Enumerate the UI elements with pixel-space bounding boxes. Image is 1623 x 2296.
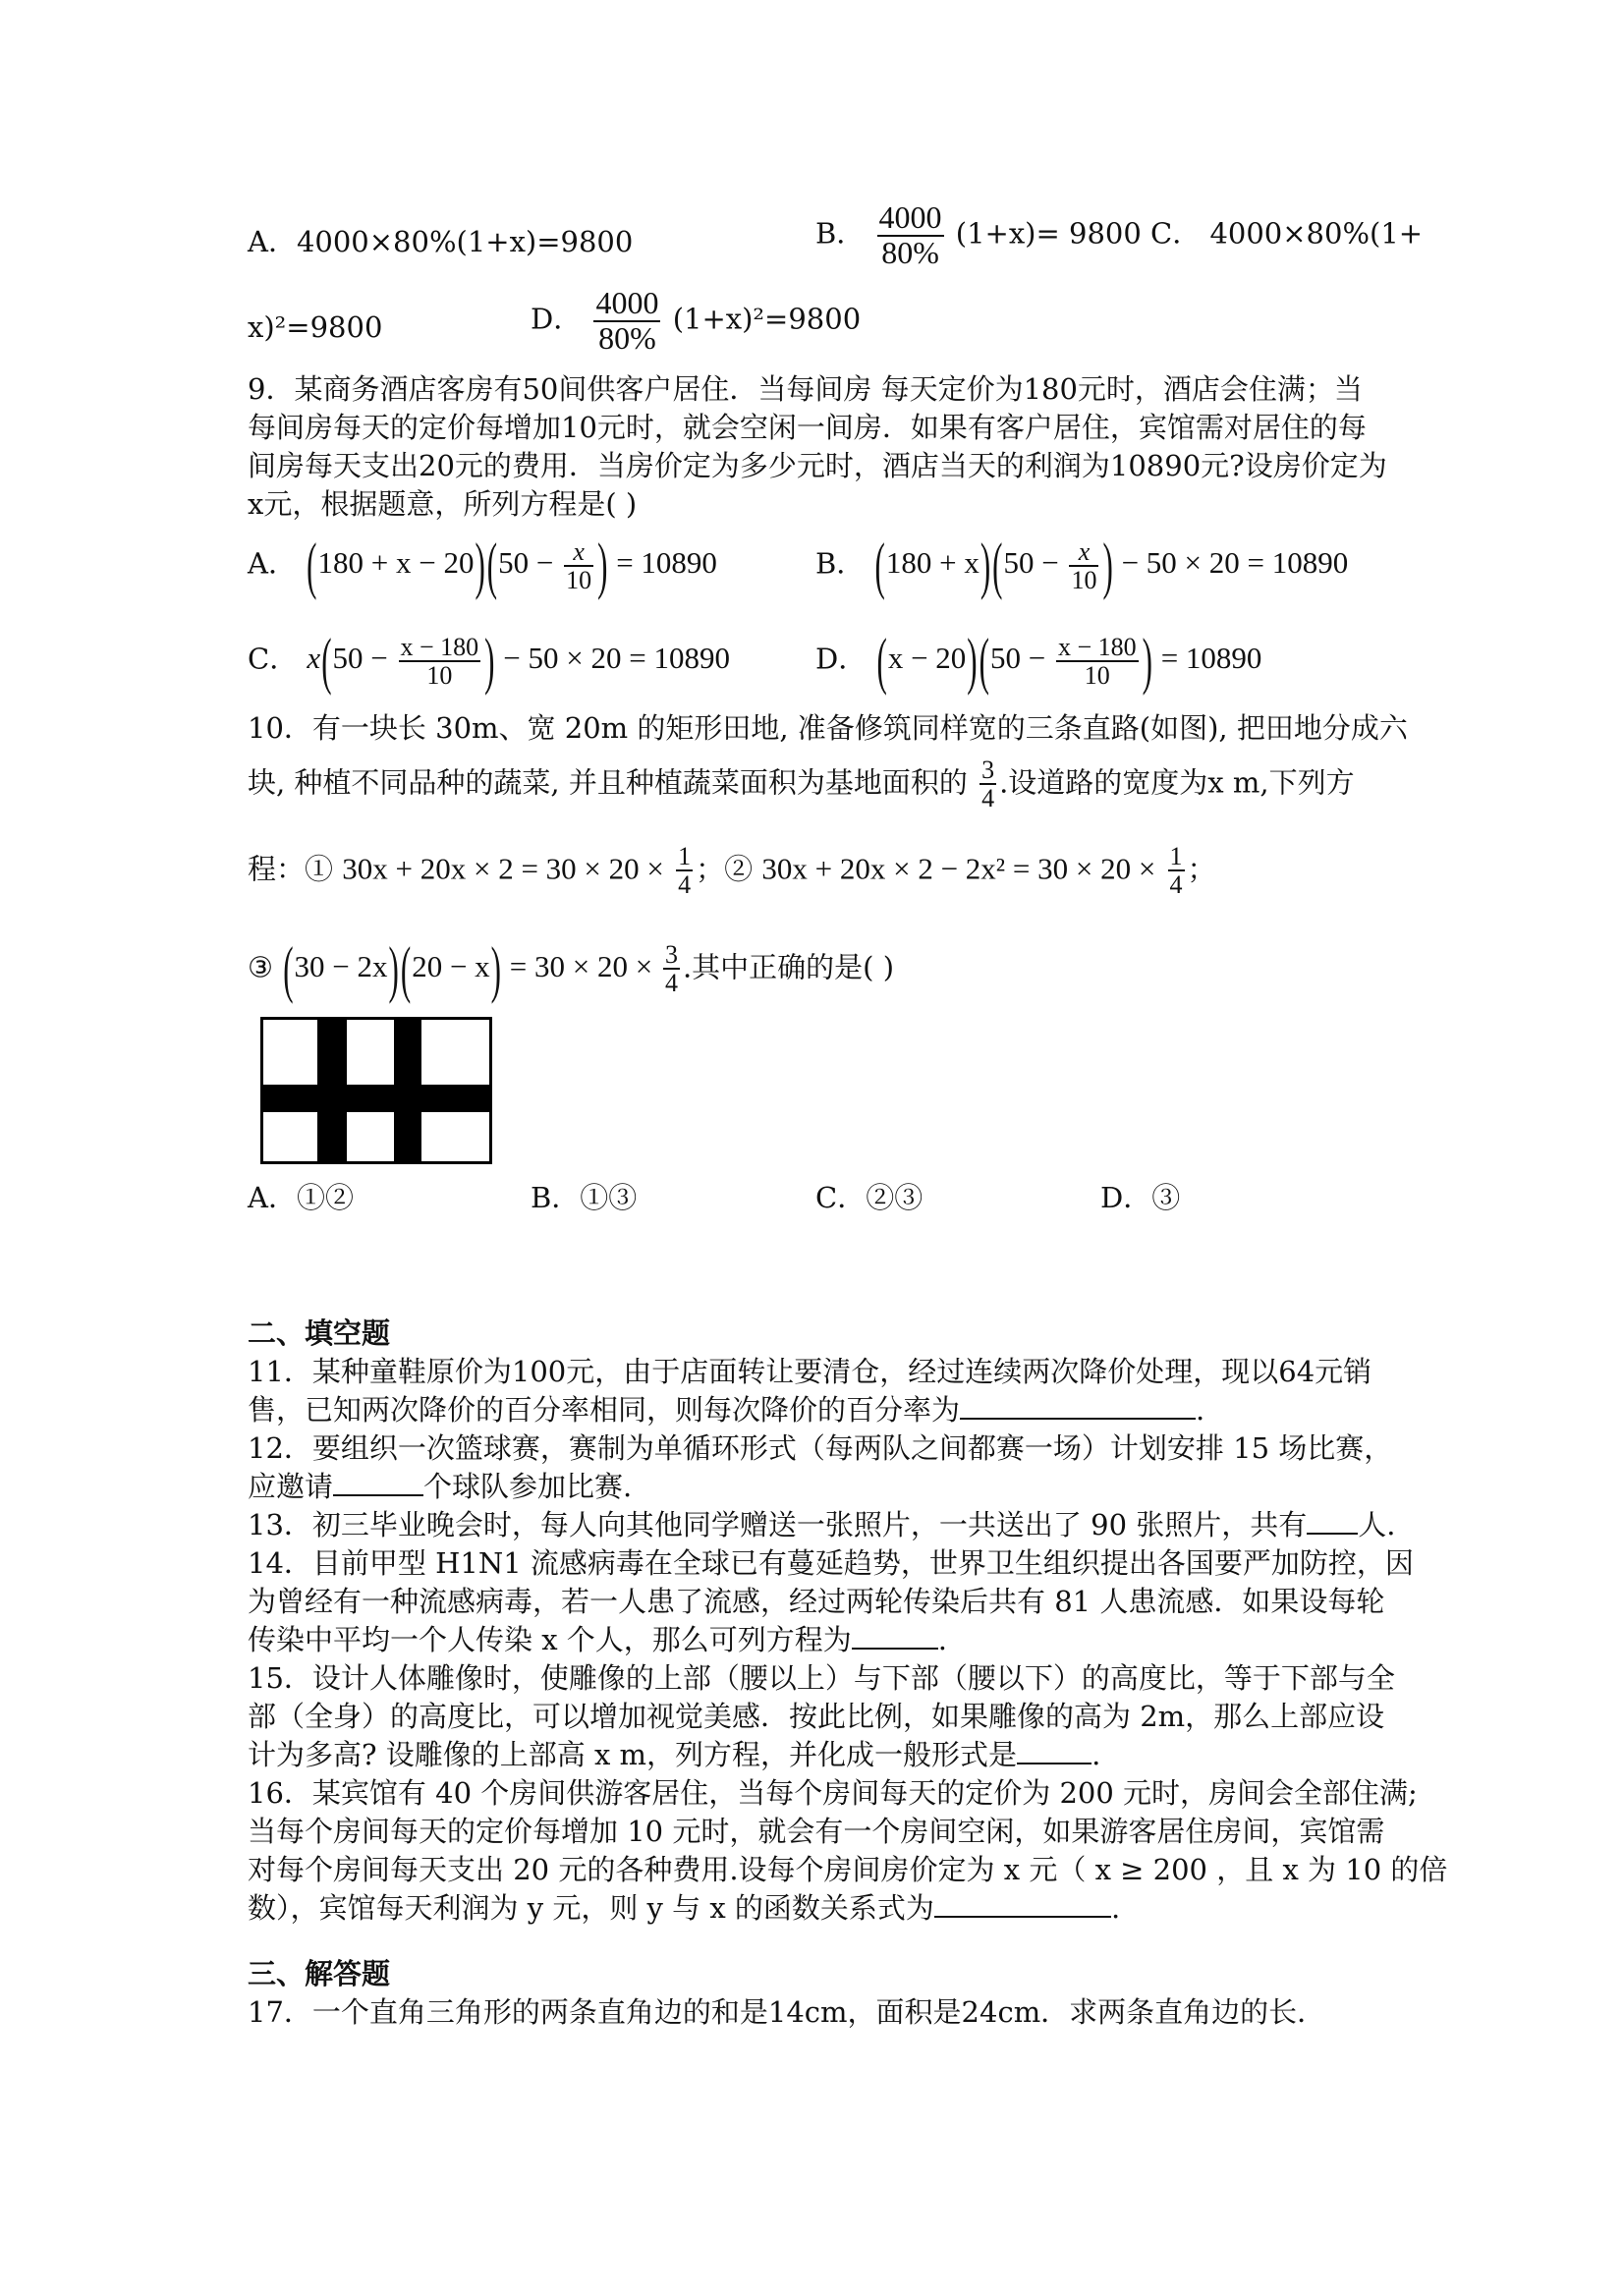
q9-option-c-mid: 50 − — [332, 641, 388, 676]
q8-option-d-denominator: 80% — [598, 319, 656, 356]
q14-line-1: 14．目前甲型 H1N1 流感病毒在全球已有蔓延趋势，世界卫生组织提出各国要严加防控，因 — [248, 1546, 1414, 1580]
q9-line-1: 9．某商务酒店客房有50间供客户居住．当每间房 每天定价为180元时，酒店会住满；当 — [248, 372, 1363, 406]
q15-line-1: 15．设计人体雕像时，使雕像的上部（腰以上）与下部（腰以下）的高度比，等于下部与全 — [248, 1661, 1395, 1695]
q14-line-3 — [248, 1621, 1387, 1658]
q9-option-b-numerator: x — [1069, 538, 1098, 567]
q8-option-b-fraction — [877, 201, 944, 269]
q8-option-a — [248, 223, 633, 260]
q14-line-3-end: . — [937, 1623, 948, 1656]
q9-option-b-right: − 50 × 20 = 10890 — [1121, 545, 1349, 581]
q9-option-c-denominator: 10 — [426, 661, 453, 691]
q11-line-2-end: . — [1196, 1393, 1205, 1427]
q10-equation-3-a: 30 − 2x — [294, 949, 388, 984]
q10-option-b: B．①③ — [531, 1181, 638, 1214]
q9-option-c-numerator: x − 180 — [400, 633, 479, 661]
q10-equation-2: 30x + 20x × 2 − 2x² = 30 × 20 × — [761, 851, 1156, 886]
q9-option-d-right: = 10890 — [1160, 641, 1262, 676]
section-2-title: 二、填空题 — [248, 1316, 391, 1350]
q14-line-2: 为曾经有一种流感病毒，若一人患了流感，经过两轮传染后共有 81 人患流感．如果设每轮 — [248, 1585, 1385, 1618]
q10-equation-1-denominator: 4 — [678, 870, 692, 900]
q10-line-3-prefix: 程：① — [248, 852, 334, 886]
q13-text: 13．初三毕业晚会时，每人向其他同学赠送一张照片，一共送出了 90 张照片，共有 — [248, 1508, 1308, 1541]
q9-line-2: 每间房每天的定价每增加10元时，就会空闲一间房．如果有客户居住，宾馆需对居住的每 — [248, 411, 1367, 444]
q10-line-4 — [248, 932, 1387, 1005]
q11-line-2 — [248, 1391, 1387, 1428]
q15-line-3-text: 计为多高? 设雕像的上部高 x m，列方程，并化成一般形式是 — [248, 1738, 1018, 1771]
q8-option-d-fraction — [593, 287, 660, 355]
q11-answer-blank[interactable] — [960, 1392, 1196, 1420]
q10-line-2 — [248, 756, 1387, 812]
q9-option-a-left: 180 + x − 20 — [317, 545, 475, 581]
q11-line-1: 11．某种童鞋原价为100元，由于店面转让要清仓，经过连续两次降价处理，现以64元销 — [248, 1355, 1372, 1388]
q9-option-a-mid: 50 − — [498, 545, 554, 581]
q9-line-4: x元，根据题意，所列方程是( ) — [248, 487, 638, 521]
q8-option-c-cont: x)²=9800 — [248, 310, 383, 344]
q10-line-2-fraction — [979, 756, 996, 812]
q10-separator: ；② — [696, 852, 754, 886]
q16-line-4-text: 数），宾馆每天利润为 y 元，则 y 与 x 的函数关系式为 — [248, 1891, 934, 1925]
q10-equation-2-numerator: 1 — [1169, 842, 1183, 870]
q9-option-a-denominator: 10 — [566, 566, 592, 595]
q15-line-3-end: . — [1091, 1738, 1101, 1771]
q10-equation-1: 30x + 20x × 2 = 30 × 20 × — [342, 851, 664, 886]
q13-suffix: 人. — [1358, 1508, 1396, 1541]
q12-answer-blank[interactable] — [333, 1469, 423, 1496]
q14-line-3-text: 传染中平均一个人传染 x 个人，那么可列方程为 — [248, 1623, 852, 1656]
q10-line-3-end: ； — [1187, 852, 1216, 886]
q10-equation-2-denominator: 4 — [1169, 870, 1183, 900]
q10-option-a: A．①② — [248, 1181, 354, 1214]
q8-option-c-text: 4000×80%(1+ — [1209, 216, 1424, 251]
q8-option-d-rest: (1+x)²=9800 — [672, 302, 862, 336]
q9-option-d-denominator: 10 — [1084, 661, 1110, 691]
q12-line-2-suffix: 个球队参加比赛. — [423, 1470, 633, 1503]
q8-option-a-text: A．4000×80%(1+x)=9800 — [248, 225, 634, 258]
q9-option-c-label: C． — [248, 642, 299, 676]
q16-line-4-end: . — [1110, 1891, 1121, 1925]
q8-option-d — [531, 287, 861, 355]
q10-equation-3-numerator: 3 — [664, 940, 678, 969]
q9-option-d-fraction — [1056, 634, 1139, 690]
q9-option-c-right: − 50 × 20 = 10890 — [503, 641, 730, 676]
q9-option-c-fraction — [399, 634, 481, 690]
q15-line-3 — [248, 1736, 1387, 1773]
q9-option-d — [815, 624, 1262, 697]
q9-option-c-equation: x(50 − $\frac{x - 180}{10}$ ) − 50 × 20 = 10890 — [307, 624, 730, 697]
q17-line: 17．一个直角三角形的两条直角边的和是14cm，面积是24cm．求两条直角边的长． — [248, 1995, 1326, 2029]
q9-option-a-numerator: x — [564, 538, 593, 567]
q15-line-2: 部（全身）的高度比，可以增加视觉美感．按此比例，如果雕像的高为 2m，那么上部应设 — [248, 1700, 1385, 1733]
q10-line-2-prefix: 块, 种植不同品种的蔬菜, 并且种植蔬菜面积为基地面积的 — [248, 765, 968, 800]
q10-line-2-numerator: 3 — [981, 756, 995, 784]
q9-option-d-label: D． — [815, 642, 867, 676]
q10-equation-3: (30 − 2x)(20 − x) = 30 × 20 × — [283, 932, 653, 1005]
q10-equation-3-mid: = 30 × 20 × — [509, 949, 653, 984]
q9-option-d-left: x − 20 — [887, 641, 967, 676]
q9-option-b-equation: (180 + x)(50 − $\frac{x}{10}$ ) − 50 × 20 = 10890 — [874, 529, 1349, 601]
q8-option-d-label: D． — [531, 302, 583, 336]
field-diagram — [260, 1017, 492, 1164]
q8-option-d-numerator: 4000 — [595, 285, 659, 320]
q9-option-d-equation: (x − 20)(50 − $\frac{x - 180}{10}$ ) = 10890 — [876, 624, 1262, 697]
section-3-title: 三、解答题 — [248, 1957, 391, 1990]
q16-line-2: 当每个房间每天的定价每增加 10 元时，就会有一个房间空闲，如果游客居住房间，宾馆需 — [248, 1815, 1385, 1848]
q9-option-a-right: = 10890 — [616, 545, 717, 581]
q8-option-b-label: B． — [815, 216, 866, 251]
q15-answer-blank[interactable] — [1017, 1737, 1091, 1764]
q10-line-1: 10．有一块长 30m、宽 20m 的矩形田地, 准备修筑同样宽的三条直路(如图), 把田地分成六 — [248, 711, 1408, 745]
q8-option-b-numerator: 4000 — [878, 199, 942, 235]
q10-option-c: C．②③ — [815, 1181, 923, 1214]
q9-option-b — [815, 529, 1349, 601]
q11-line-2-text: 售，已知两次降价的百分率相同，则每次降价的百分率为 — [248, 1393, 961, 1427]
q9-option-d-numerator: x − 180 — [1057, 633, 1137, 661]
q8-option-c-continued — [248, 308, 382, 346]
q10-line-2-suffix: .设道路的宽度为x m,下列方 — [999, 765, 1355, 800]
q9-option-b-left: 180 + x — [885, 545, 979, 581]
q9-option-c — [248, 624, 730, 697]
q9-option-a-equation: (180 + x − 20)(50 − $\frac{x}{10}$ ) = 10890 — [307, 529, 717, 601]
q9-option-a — [248, 529, 717, 601]
q12-line-1: 12．要组织一次篮球赛，赛制为单循环形式（每两队之间都赛一场）计划安排 15 场比赛， — [248, 1431, 1393, 1465]
q16-line-3: 对每个房间每天支出 20 元的各种费用.设每个房间房价定为 x 元（ x ≥ 200 ，且 x 为 10 的倍 — [248, 1853, 1448, 1886]
q16-answer-blank[interactable] — [934, 1890, 1111, 1918]
q9-option-c-prefix: x — [307, 641, 321, 676]
q9-line-3: 间房每天支出20元的费用．当房价定为多少元时，酒店当天的利润为10890元?设房价定为 — [248, 449, 1387, 482]
q13-answer-blank[interactable] — [1307, 1507, 1358, 1535]
q8-option-b — [815, 201, 1423, 269]
q9-option-b-denominator: 10 — [1071, 566, 1097, 595]
q10-equation-3-b: 20 − x — [412, 949, 490, 984]
q9-option-b-mid: 50 − — [1003, 545, 1059, 581]
q10-line-2-denominator: 4 — [981, 784, 995, 813]
q10-option-d: D．③ — [1100, 1181, 1181, 1214]
q8-option-b-rest: (1+x)= 9800 — [955, 216, 1142, 251]
q13-line — [248, 1506, 1396, 1543]
q9-option-d-mid: 50 − — [989, 641, 1046, 676]
q14-answer-blank[interactable] — [852, 1622, 938, 1650]
q10-equation-3-fraction — [663, 941, 680, 997]
q10-line-4-suffix: .其中正确的是( ) — [682, 950, 895, 984]
q16-line-1: 16．某宾馆有 40 个房间供游客居住，当每个房间每天的定价为 200 元时，房间会全部住满; — [248, 1776, 1418, 1810]
q10-equation-1-numerator: 1 — [678, 842, 692, 870]
q10-equation-3-denominator: 4 — [664, 969, 678, 998]
q9-option-b-label: B． — [815, 546, 866, 581]
horizontal-road — [263, 1085, 489, 1112]
q16-line-4 — [248, 1889, 1387, 1927]
q12-line-2 — [248, 1468, 1387, 1505]
q9-option-b-fraction — [1069, 538, 1098, 594]
q9-option-a-label: A． — [248, 546, 297, 581]
q10-line-4-prefix: ③ — [248, 950, 273, 984]
q12-line-2-prefix: 应邀请 — [248, 1470, 334, 1503]
q8-option-b-denominator: 80% — [881, 234, 939, 270]
q10-line-3 — [248, 843, 1387, 899]
q10-equation-1-fraction — [676, 843, 693, 899]
q8-option-c-label: C． — [1150, 216, 1202, 251]
q9-option-a-fraction — [564, 538, 593, 594]
q10-equation-2-fraction — [1168, 843, 1185, 899]
